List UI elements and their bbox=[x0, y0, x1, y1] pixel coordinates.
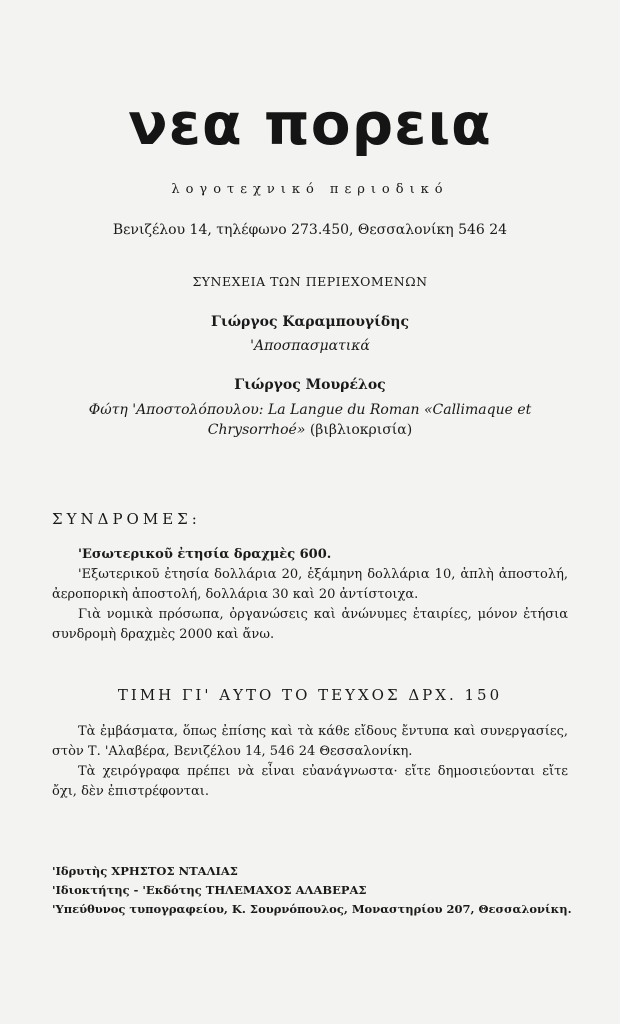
issue-price: ΤΙΜΗ ΓΙ' ΑΥΤΟ ΤΟ ΤΕΥΧΟΣ ΔΡΧ. 150 bbox=[117, 686, 503, 704]
subscription-foreign-text: 'Εξωτερικοῦ ἐτησία δολλάρια 20, ἑξάμηνη δολλάρια 10, ἁπλὴ ἀποστολή, ἀεροπορικὴ ἀποστολή, δολλάρια 30 καὶ 20 ἀντίστοιχα. bbox=[52, 567, 568, 602]
subscription-domestic bbox=[52, 545, 568, 565]
journal-address: Βενιζέλου 14, τηλέφωνο 273.450, Θεσσαλονίκη 546 24 bbox=[112, 222, 508, 238]
contents-heading: ΣΥΝΕΧΕΙΑ ΤΩΝ ΠΕΡΙΕΧΟΜΕΝΩΝ bbox=[192, 274, 428, 289]
notice-payments-text: Τὰ ἐμβάσματα, ὅπως ἐπίσης καὶ τὰ κάθε εἴδους ἔντυπα καὶ συνεργασίες, στὸν Τ. 'Αλαβέρα, Βενιζέλου 14, 546 24 Θεσσαλονίκη. bbox=[52, 724, 568, 759]
subscription-entities-text: Γιὰ νομικὰ πρόσωπα, ὀργανώσεις καὶ ἀνώνυμες ἑταιρίες, μόνον ἐτήσια συνδρομὴ δραχμὲς 2000 καὶ ἄνω. bbox=[52, 607, 568, 642]
credit-owner: 'Ιδιοκτήτης - 'Εκδότης ΤΗΛΕΜΑΧΟΣ ΑΛΑΒΕΡΑΣ bbox=[52, 883, 367, 897]
notice-payments bbox=[52, 722, 568, 762]
journal-subtitle: λογοτεχνικό περιοδικό bbox=[171, 182, 449, 197]
credits-block bbox=[52, 862, 572, 919]
notice-manuscripts bbox=[52, 762, 568, 802]
notice-manuscripts-text: Τὰ χειρόγραφα πρέπει νὰ εἶναι εὐανάγνωστα· εἴτε δημοσιεύονται εἴτε ὄχι, δὲν ἐπιστρέφονται. bbox=[52, 764, 568, 799]
subscription-domestic-text: 'Εσωτερικοῦ ἐτησία δραχμὲς 600. bbox=[78, 547, 332, 562]
review-author: Φώτη 'Αποστολόπουλου: bbox=[88, 402, 264, 418]
contents-review bbox=[40, 400, 580, 440]
review-note: (βιβλιοκρισία) bbox=[309, 422, 413, 438]
subscription-foreign bbox=[52, 565, 568, 605]
credit-founder: 'Ιδρυτὴς ΧΡΗΣΤΟΣ ΝΤΑΛΙΑΣ bbox=[52, 864, 238, 878]
subscription-entities bbox=[52, 605, 568, 645]
contents-author: Γιώργος Μουρέλος bbox=[234, 377, 386, 393]
credit-printer: 'Υπεύθυνος τυπογραφείου, Κ. Σουρνόπουλος, Μοναστηρίου 207, Θεσσαλονίκη. bbox=[52, 902, 572, 916]
contents-author: Γιώργος Καραμπουγίδης bbox=[211, 314, 409, 330]
subscriptions-heading: ΣΥΝΔΡΟΜΕΣ: bbox=[52, 510, 201, 528]
journal-title: νεα πορεια bbox=[128, 90, 492, 158]
review-title: La Langue du Roman «Callimaque et Chrysorrhoé» bbox=[207, 402, 532, 438]
contents-work-title: 'Αποσπασματικά bbox=[250, 338, 370, 354]
